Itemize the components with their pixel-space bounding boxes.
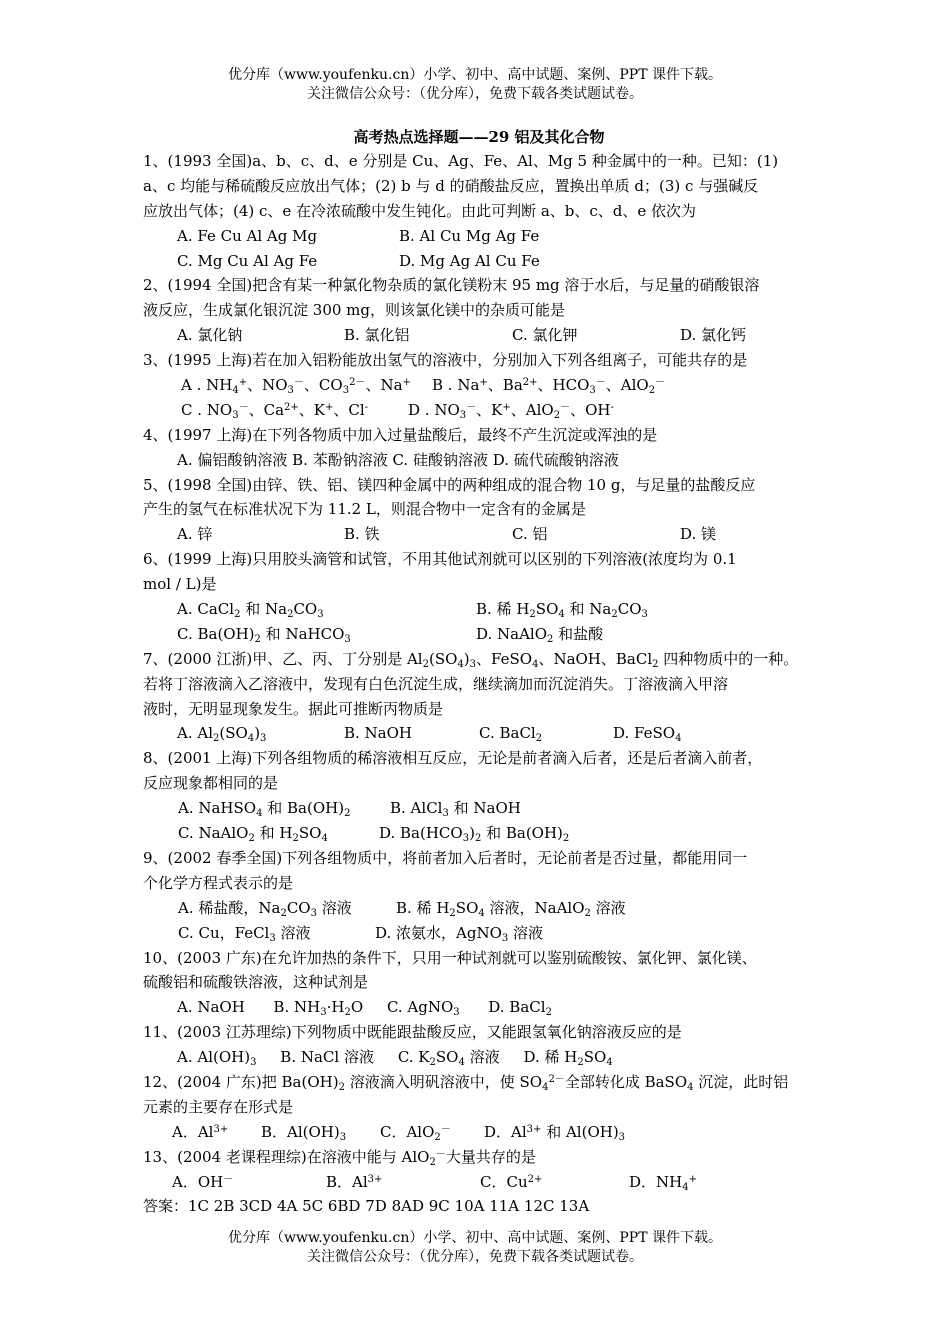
- question-8-line-2: 反应现象都相同的是: [143, 774, 279, 793]
- question-7-options: [143, 721, 815, 746]
- q13-option-d: D．$NH_4^+$: [629, 1172, 697, 1193]
- question-2-options: [143, 323, 815, 348]
- q8-option-a: A. NaHSO$_4$ 和 $Ba(OH)_2$: [178, 799, 351, 820]
- question-5-line-1: 5、(1998 全国)由锌、铁、铝、镁四种金属中的两种组成的混合物 10 g，与足量的盐酸反应: [143, 475, 756, 494]
- question-1-line-2: a、c 均能与稀硫酸反应放出气体；(2) b 与 d 的硝酸盐反应，置换出单质 d；(3) c 与强碱反: [143, 176, 759, 195]
- q3-option-b: B . Na+、$Ba^{2+}$、$HCO_3^-$、AlO$_2$－: [432, 376, 666, 397]
- question-10-line-2: 硫酸铝和硫酸铁溶液，这种试剂是: [143, 973, 369, 992]
- question-3-options-row-2: [143, 398, 815, 423]
- question-2-line-1: 2、(1994 全国)把含有某一种氯化物杂质的氯化镁粉末 95 mg 溶于水后，与足量的硝酸银溶: [143, 276, 760, 295]
- q7-option-d: D. FeSO$_4$: [613, 724, 682, 745]
- q2-option-d: D. 氯化钙: [680, 326, 747, 345]
- question-4-line-1: 4、(1997 上海)在下列各物质中加入过量盐酸后，最终不产生沉淀或浑浊的是: [143, 425, 658, 444]
- question-6-options-row-2: [143, 622, 815, 647]
- question-1-options-row-1: [143, 224, 815, 249]
- question-10-line-1: 10、(2003 广东)在允许加热的条件下，只用一种试剂就可以鉴别硫酸铵、氯化钾、氯化镁、: [143, 948, 757, 967]
- page-title: 高考热点选择题——29 铝及其化合物: [353, 128, 605, 146]
- q12-option-d: D．$Al^{3+}$ 和 $Al(OH)_3$: [484, 1122, 626, 1143]
- q5-option-d: D. 镁: [680, 525, 717, 544]
- question-7-line-3: 液时，无明显现象发生。据此可推断丙物质是: [143, 699, 444, 718]
- q6-option-c: C. $Ba(OH)_2$ 和 NaHCO$_3$: [177, 624, 351, 645]
- q12-option-b: B．$Al(OH)_3$: [261, 1122, 347, 1143]
- q10-options-text: A. NaOH B. $NH_3\cdot H_2O$ C. AgNO$_3$ D. BaCl$_2$: [177, 998, 552, 1019]
- q2-option-c: C. 氯化钾: [512, 326, 578, 345]
- answer-key: 答案：1C 2B 3CD 4A 5C 6BD 7D 8AD 9C 10A 11A 12C 13A: [143, 1197, 590, 1216]
- page-footer: [0, 1229, 950, 1267]
- question-8-options-row-2: [143, 821, 815, 846]
- q13-option-b: B．$Al^{3+}$: [326, 1172, 383, 1191]
- question-3-line-1: 3、(1995 上海)若在加入铝粉能放出氢气的溶液中，分别加入下列各组离子，可能共存的是: [143, 351, 748, 370]
- question-11-line-1: 11、(2003 江苏理综)下列物质中既能跟盐酸反应，又能跟氢氧化钠溶液反应的是: [143, 1023, 682, 1042]
- question-13-options: [143, 1170, 815, 1195]
- question-12-options: [143, 1120, 815, 1145]
- q3-option-d: D . $NO_3^-$、K+、AlO$_2$－、OH-: [408, 400, 614, 421]
- question-6-line-2: mol / L)是: [143, 575, 217, 594]
- q6-option-b: B. 稀 $H_2SO_4$ 和 $Na_2CO_3$: [476, 600, 648, 621]
- q6-option-a: A. CaCl$_2$ 和 $Na_2CO_3$: [177, 600, 324, 621]
- q11-options-text: A. $Al(OH)_3$ B. NaCl 溶液 C. $K_2SO_4$ 溶液 D. 稀 $H_2SO_4$: [177, 1048, 613, 1069]
- q3-option-a: A . $NH_4^+$、$NO_3^-$、$CO_3^{2-}$、Na+: [181, 376, 411, 397]
- question-9-options-row-2: [143, 921, 815, 946]
- question-content: [143, 127, 815, 1219]
- question-8-options-row-1: [143, 796, 815, 821]
- question-6-options-row-1: [143, 597, 815, 622]
- question-4-options: [143, 448, 815, 473]
- question-10-options: [143, 995, 815, 1020]
- q8-option-d: D. $Ba(HCO_3)_2$ 和 $Ba(OH)_2$: [379, 824, 570, 845]
- q1-option-d: D. Mg Ag Al Cu Fe: [399, 251, 540, 270]
- question-5-options: [143, 522, 815, 547]
- q8-option-c: C. NaAlO$_2$ 和 $H_2SO_4$: [178, 824, 328, 845]
- question-9-options-row-1: [143, 896, 815, 921]
- q9-option-d: D. 浓氨水，AgNO$_3$ 溶液: [375, 923, 544, 944]
- question-12-line-1: 12、(2004 广东)把 $Ba(OH)_2$ 溶液滴入明矾溶液中，使 $SO_4^{2-}$全部转化成 BaSO$_4$ 沉淀，此时铝: [143, 1072, 789, 1093]
- q1-option-c: C. Mg Cu Al Ag Fe: [177, 251, 318, 270]
- q13-option-a: A．OH－: [172, 1172, 234, 1191]
- question-3-options-row-1: [143, 373, 815, 398]
- q2-option-a: A. 氯化钠: [177, 326, 243, 345]
- q12-option-a: A．$Al^{3+}$: [172, 1122, 229, 1141]
- q2-option-b: B. 氯化铝: [344, 326, 410, 345]
- q12-option-c: C．AlO$_2$－: [380, 1122, 451, 1143]
- q8-option-b: B. AlCl$_3$ 和 NaOH: [390, 799, 521, 820]
- question-2-line-2: 液反应，生成氯化银沉淀 300 mg，则该氯化镁中的杂质可能是: [143, 301, 565, 320]
- question-9-line-1: 9、(2002 春季全国)下列各组物质中，将前者加入后者时，无论前者是否过量，都能用同一: [143, 848, 748, 867]
- q9-option-b: B. 稀 $H_2SO_4$ 溶液，NaAlO$_2$ 溶液: [396, 898, 626, 919]
- q5-option-c: C. 铝: [512, 525, 548, 544]
- question-1-options-row-2: [143, 249, 815, 274]
- question-7-line-1: 7、(2000 江浙)甲、乙、丙、丁分别是 $Al_2(SO_4)_3$、FeSO$_4$、NaOH、BaCl$_2$ 四种物质中的一种。: [143, 649, 799, 670]
- question-6-line-1: 6、(1999 上海)只用胶头滴管和试管，不用其他试剂就可以区别的下列溶液(浓度均为 0.1: [143, 550, 737, 569]
- question-12-line-2: 元素的主要存在形式是: [143, 1097, 294, 1116]
- footer-line-1: 优分库（www.youfenku.cn）小学、初中、高中试题、案例、PPT 课件下载。: [227, 1230, 722, 1246]
- q13-option-c: C．$Cu^{2+}$: [480, 1172, 543, 1191]
- question-1-line-3: 应放出气体；(4) c、e 在冷浓硫酸中发生钝化。由此可判断 a、b、c、d、e 依次为: [143, 201, 697, 220]
- q3-option-c: C . $NO_3^-$、$Ca^{2+}$、K+、Cl-: [181, 400, 369, 421]
- header-line-1: 优分库（www.youfenku.cn）小学、初中、高中试题、案例、PPT 课件下载。: [227, 67, 722, 83]
- header-line-2: 关注微信公众号：（优分库），免费下载各类试题试卷。: [307, 86, 643, 102]
- q1-option-a: A. Fe Cu Al Ag Mg: [177, 226, 318, 245]
- q9-option-a: A. 稀盐酸，$Na_2CO_3$ 溶液: [178, 898, 352, 919]
- q9-option-c: C. Cu，FeCl$_3$ 溶液: [178, 923, 311, 944]
- question-9-line-2: 个化学方程式表示的是: [143, 873, 294, 892]
- q6-option-d: D. NaAlO$_2$ 和盐酸: [476, 624, 604, 645]
- q7-option-b: B. NaOH: [344, 724, 413, 743]
- q5-option-a: A. 锌: [177, 525, 213, 544]
- question-7-line-2: 若将丁溶液滴入乙溶液中，发现有白色沉淀生成，继续滴加而沉淀消失。丁溶液滴入甲溶: [143, 674, 729, 693]
- question-5-line-2: 产生的氢气在标准状况下为 11.2 L，则混合物中一定含有的金属是: [143, 500, 586, 519]
- q4-options-text: A. 偏铝酸钠溶液 B. 苯酚钠溶液 C. 硅酸钠溶液 D. 硫代硫酸钠溶液: [177, 450, 619, 469]
- q7-option-a: A. $Al_2(SO_4)_3$: [177, 724, 267, 745]
- page-header: [0, 66, 950, 104]
- q7-option-c: C. BaCl$_2$: [479, 724, 543, 745]
- question-11-options: [143, 1045, 815, 1070]
- question-1-line-1: 1、(1993 全国)a、b、c、d、e 分别是 Cu、Ag、Fe、Al、Mg 5 种金属中的一种。已知：(1): [143, 152, 779, 170]
- question-13-line-1: 13、(2004 老课程理综)在溶液中能与 AlO$_2$－大量共存的是: [143, 1147, 536, 1168]
- question-8-line-1: 8、(2001 上海)下列各组物质的稀溶液相互反应，无论是前者滴入后者，还是后者滴入前者，: [143, 749, 763, 768]
- footer-line-2: 关注微信公众号：（优分库），免费下载各类试题试卷。: [307, 1249, 643, 1265]
- q5-option-b: B. 铁: [344, 525, 380, 544]
- q1-option-b: B. Al Cu Mg Ag Fe: [399, 226, 540, 245]
